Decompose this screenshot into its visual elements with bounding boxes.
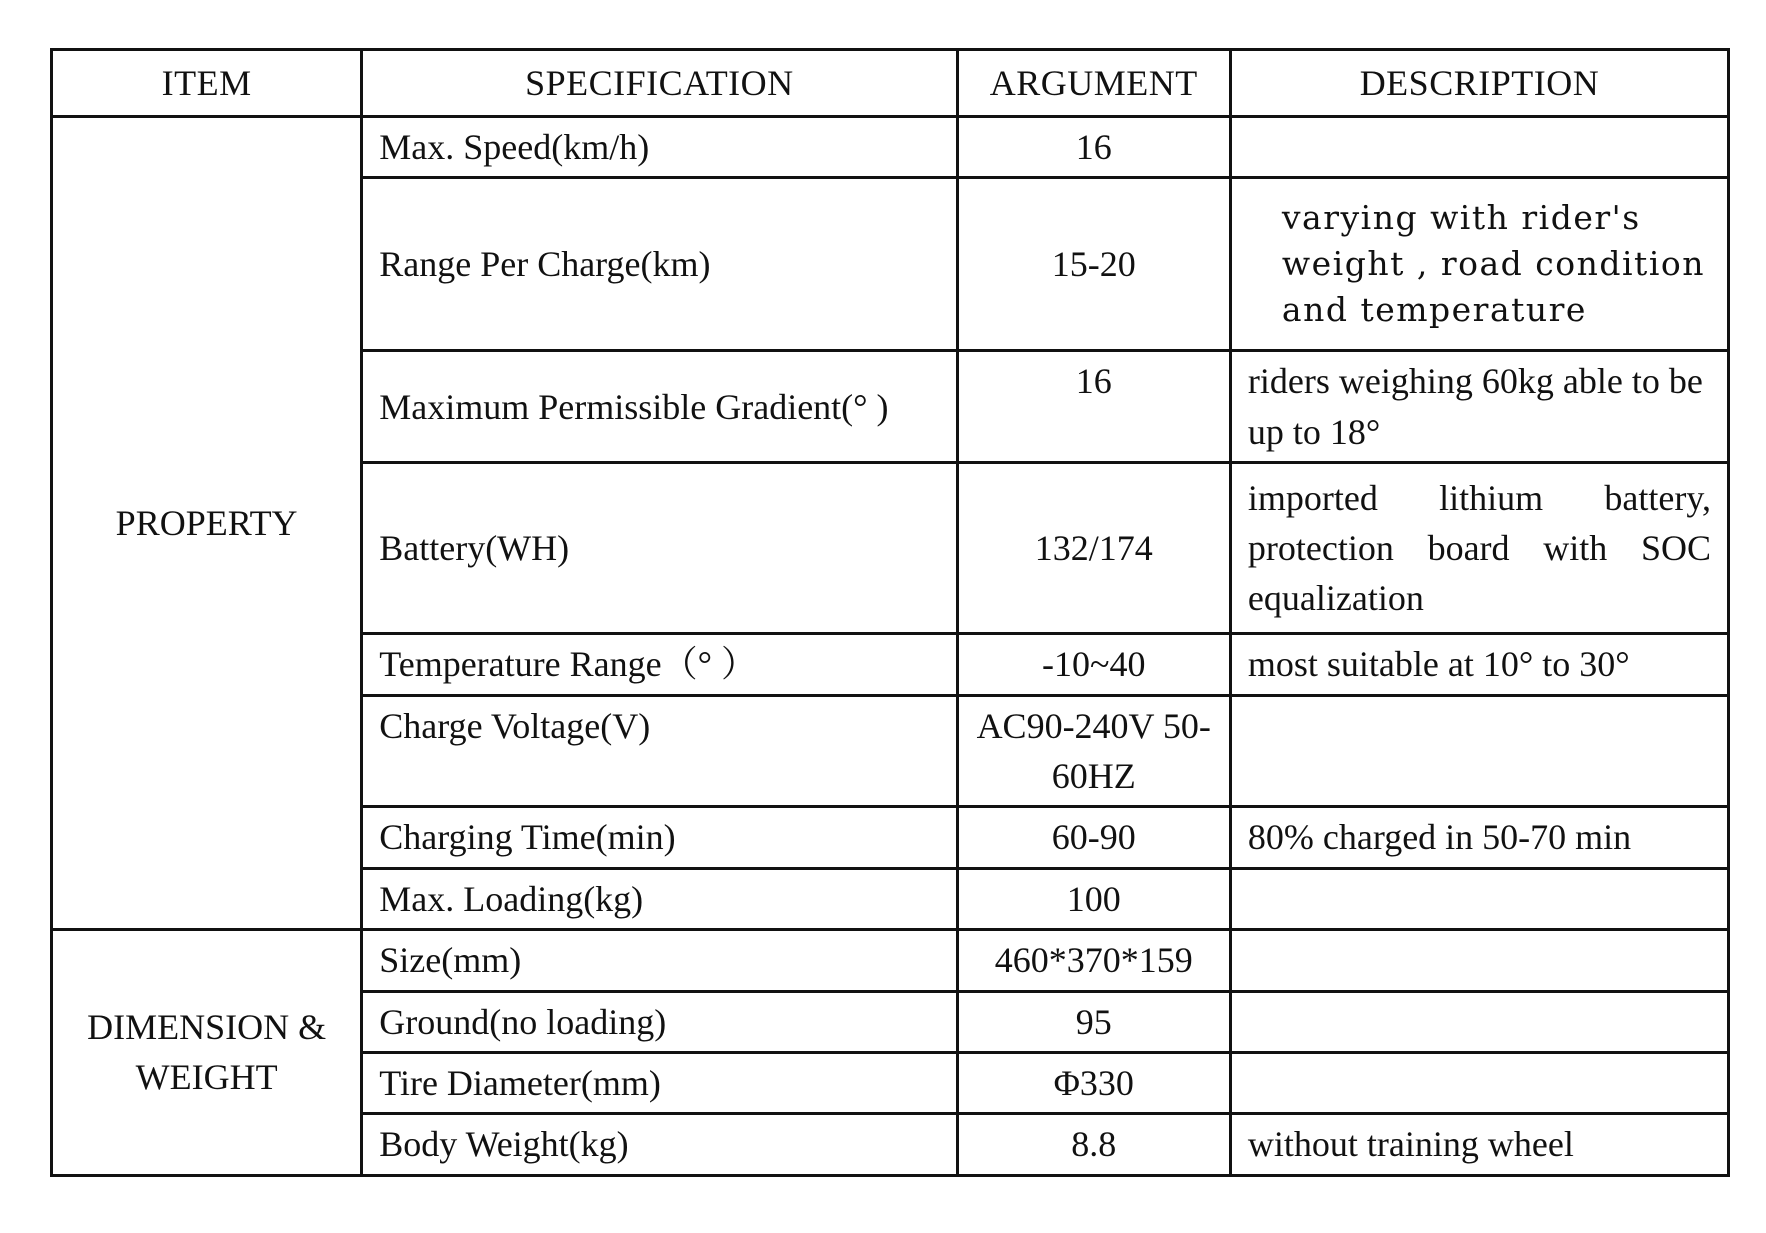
description-cell	[1230, 868, 1728, 929]
spec-cell: Charge Voltage(V)	[362, 695, 957, 807]
group-dimension-weight: DIMENSION & WEIGHT	[52, 930, 362, 1176]
argument-cell: 60-90	[957, 807, 1230, 868]
spec-cell: Temperature Range（° ）	[362, 634, 957, 695]
description-cell: imported lithium battery, protection board with SOC equalization	[1230, 463, 1728, 634]
spec-cell: Max. Loading(kg)	[362, 868, 957, 929]
spec-cell: Max. Speed(km/h)	[362, 117, 957, 178]
description-cell: 80% charged in 50-70 min	[1230, 807, 1728, 868]
specification-table	[50, 48, 1730, 1177]
spec-cell: Ground(no loading)	[362, 991, 957, 1052]
table-row	[52, 930, 1729, 991]
argument-cell: 15-20	[957, 178, 1230, 351]
header-specification: SPECIFICATION	[362, 50, 957, 117]
header-item: ITEM	[52, 50, 362, 117]
description-cell: without training wheel	[1230, 1114, 1728, 1175]
description-cell	[1230, 695, 1728, 807]
argument-cell: 460*370*159	[957, 930, 1230, 991]
argument-cell: 8.8	[957, 1114, 1230, 1175]
argument-cell: AC90-240V 50-60HZ	[957, 695, 1230, 807]
spec-cell: Maximum Permissible Gradient(° )	[362, 351, 957, 463]
group-property: PROPERTY	[52, 117, 362, 930]
spec-cell: Size(mm)	[362, 930, 957, 991]
spec-cell: Range Per Charge(km)	[362, 178, 957, 351]
description-cell: most suitable at 10° to 30°	[1230, 634, 1728, 695]
table-row	[52, 117, 1729, 178]
description-cell	[1230, 1052, 1728, 1113]
description-cell: varying with rider's weight , road condition and temperature	[1230, 178, 1728, 351]
argument-cell: Φ330	[957, 1052, 1230, 1113]
argument-cell: -10~40	[957, 634, 1230, 695]
spec-sheet	[50, 48, 1730, 1177]
header-argument: ARGUMENT	[957, 50, 1230, 117]
description-cell	[1230, 930, 1728, 991]
header-description: DESCRIPTION	[1230, 50, 1728, 117]
spec-cell: Tire Diameter(mm)	[362, 1052, 957, 1113]
header-row	[52, 50, 1729, 117]
spec-cell: Battery(WH)	[362, 463, 957, 634]
description-cell	[1230, 117, 1728, 178]
spec-cell: Body Weight(kg)	[362, 1114, 957, 1175]
argument-cell: 132/174	[957, 463, 1230, 634]
description-cell	[1230, 991, 1728, 1052]
argument-cell: 16	[957, 351, 1230, 463]
argument-cell: 16	[957, 117, 1230, 178]
argument-cell: 95	[957, 991, 1230, 1052]
description-cell: riders weighing 60kg able to be up to 18°	[1230, 351, 1728, 463]
spec-cell: Charging Time(min)	[362, 807, 957, 868]
argument-cell: 100	[957, 868, 1230, 929]
